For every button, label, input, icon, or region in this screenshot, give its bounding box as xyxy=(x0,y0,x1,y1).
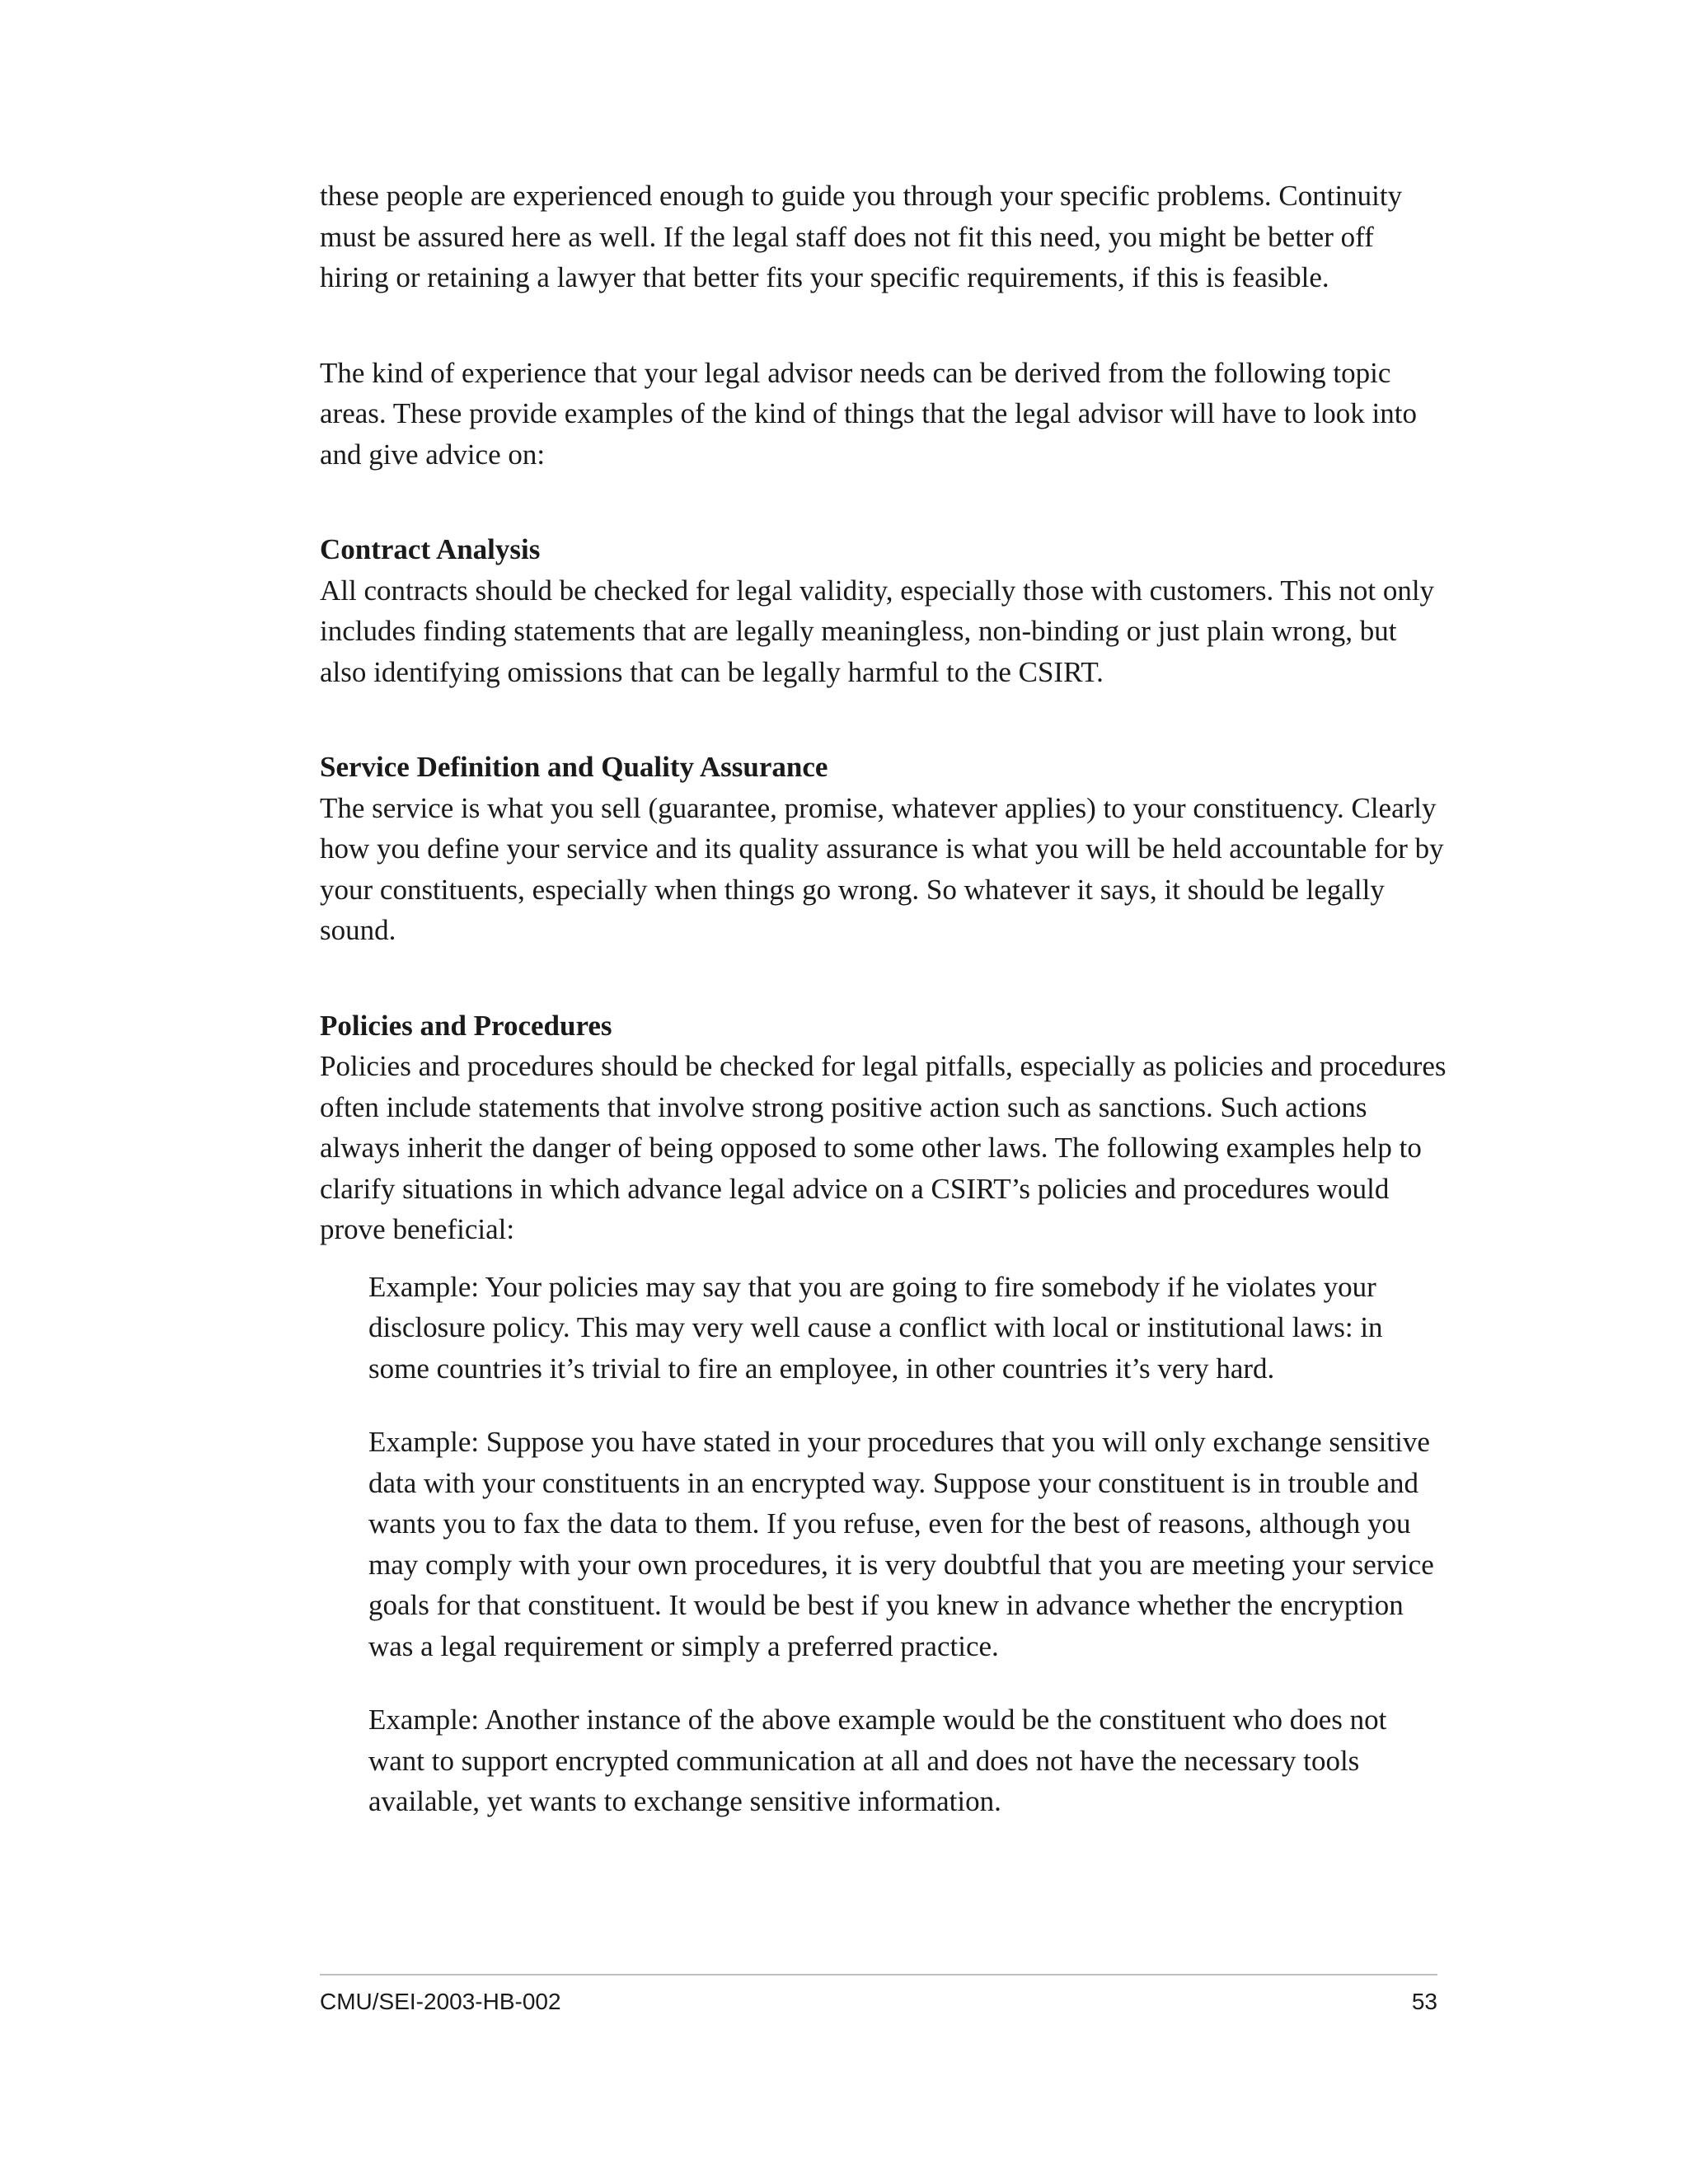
page-content xyxy=(320,176,1449,1877)
example-item: Example: Another instance of the above example would be the constituent who does not want to support encrypted communication at all and does not have the necessary tools available, yet wants to exchange sensitive information. xyxy=(368,1704,1387,1817)
example-item: Example: Suppose you have stated in your procedures that you will only exchange sensitive data with your constituents in an encrypted way. Suppose your constituent is in trouble and wants you to fax the data to them. If you refuse, even for the best of reasons, although you may comply with your own procedures, it is very doubtful that you are meeting your service goals for that constituent. It would be best if you knew in advance whether the encryption was a legal requirement or simply a preferred practice. xyxy=(368,1426,1434,1662)
body-paragraph: these people are experienced enough to guide you through your specific problems. Continuity must be assured here as well. If the legal staff does not fit this need, you might be better off hiring or retaining a lawyer that better fits your specific requirements, if this is feasible. xyxy=(320,180,1403,293)
section-policies-procedures xyxy=(320,1005,1449,1822)
section-text: All contracts should be checked for legal validity, especially those with customers. This not only includes finding statements that are legally meaningless, non-binding or just plain wrong, but also identifying omissions that can be legally harmful to the CSIRT. xyxy=(320,574,1435,688)
document-id: CMU/SEI-2003-HB-002 xyxy=(320,1989,561,2014)
page-footer xyxy=(320,1974,1437,2014)
section-contract-analysis xyxy=(320,529,1449,692)
section-text: Policies and procedures should be checked for legal pitfalls, especially as policies and procedures often include statements that involve strong positive action such as sanctions. Such actions always inherit the danger of being opposed to some other laws. The following examples help to clarify situations in which advance legal advice on a CSIRT’s policies and procedures would prove beneficial: xyxy=(320,1050,1447,1245)
section-service-definition xyxy=(320,747,1449,951)
page-number: 53 xyxy=(1411,1989,1437,2014)
example-item: Example: Your policies may say that you are going to fire somebody if he violates your disclosure policy. This may very well cause a conflict with local or institutional laws: in some countries it’s trivial to fire an employee, in other countries it’s very hard. xyxy=(368,1270,1383,1385)
section-heading: Contract Analysis xyxy=(320,533,541,565)
examples-list xyxy=(320,1267,1449,1822)
section-text: The service is what you sell (guarantee, promise, whatever applies) to your constituency. Clearly how you define your service and its quality assurance is what you will be held accountable for by your constituents, especially when things go wrong. So whatever it says, it should be legally sound. xyxy=(320,791,1444,946)
section-heading: Service Definition and Quality Assurance xyxy=(320,751,828,783)
body-paragraph: The kind of experience that your legal advisor needs can be derived from the following topic areas. These provide examples of the kind of things that the legal advisor will have to look into and give advice on: xyxy=(320,356,1417,471)
section-heading: Policies and Procedures xyxy=(320,1009,612,1042)
